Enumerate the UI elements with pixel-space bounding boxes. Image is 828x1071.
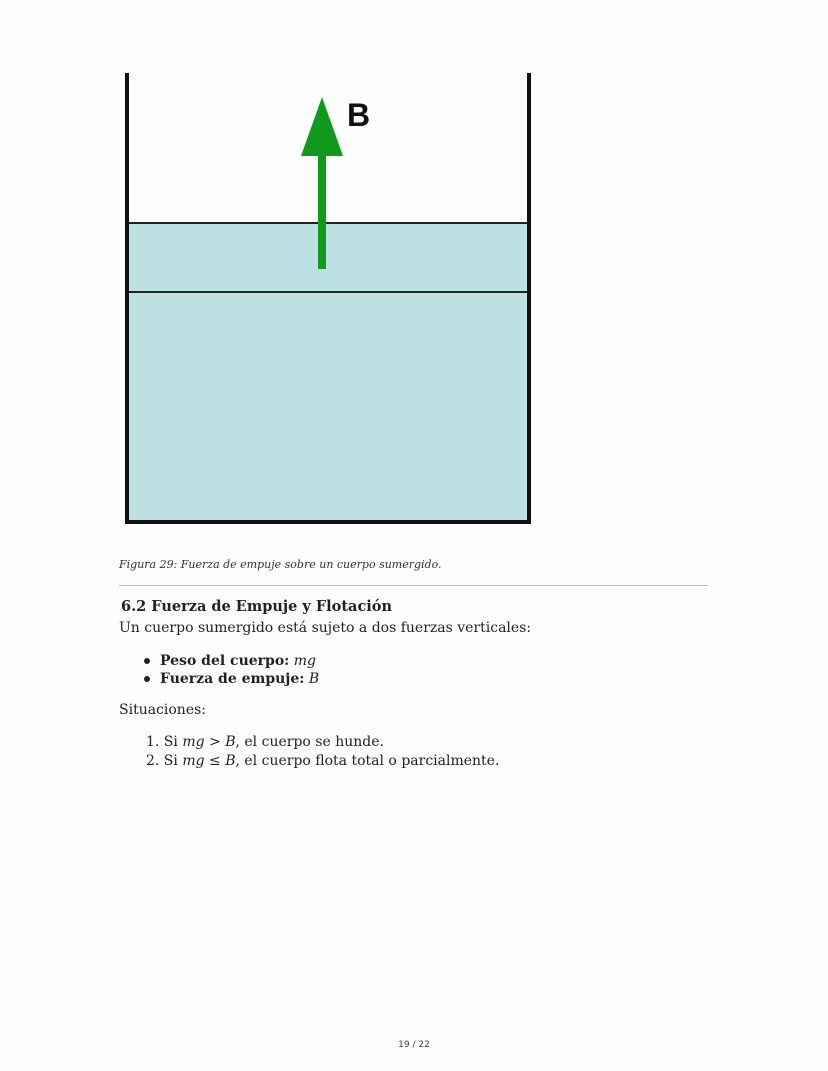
list-item-number: 1. Si bbox=[146, 734, 178, 750]
situations-list bbox=[146, 733, 499, 771]
situations-title: Situaciones: bbox=[119, 702, 207, 718]
force-label: B bbox=[347, 97, 371, 133]
list-item-text: , el cuerpo se hunde. bbox=[235, 734, 384, 750]
list-item bbox=[141, 670, 319, 688]
list-item bbox=[146, 733, 499, 752]
forces-list bbox=[141, 652, 319, 688]
figure-caption: Figura 29: Fuerza de empuje sobre un cuerpo sumergido. bbox=[119, 558, 442, 571]
math-expression: mg > B bbox=[182, 734, 236, 750]
list-item-label: Peso del cuerpo: bbox=[160, 653, 290, 669]
intro-paragraph: Un cuerpo sumergido está sujeto a dos fuerzas verticales: bbox=[119, 620, 532, 636]
divider bbox=[119, 585, 708, 586]
force-arrow-shaft bbox=[318, 154, 326, 269]
buoyancy-figure bbox=[118, 66, 538, 532]
list-item-label: Fuerza de empuje: bbox=[160, 671, 305, 687]
section-heading: 6.2 Fuerza de Empuje y Flotación bbox=[121, 598, 392, 615]
bullet-icon bbox=[144, 676, 150, 682]
page-number: 19 / 22 bbox=[398, 1040, 430, 1050]
math-expression: mg bbox=[293, 653, 317, 669]
list-item-text: , el cuerpo flota total o parcialmente. bbox=[235, 753, 500, 769]
list-item-number: 2. Si bbox=[146, 753, 178, 769]
list-item bbox=[146, 752, 499, 771]
math-expression: B bbox=[308, 671, 320, 687]
list-item bbox=[141, 652, 319, 670]
bullet-icon bbox=[144, 658, 150, 664]
water bbox=[127, 223, 529, 522]
math-expression: mg ≤ B bbox=[182, 753, 236, 769]
force-arrow-head bbox=[301, 97, 343, 156]
